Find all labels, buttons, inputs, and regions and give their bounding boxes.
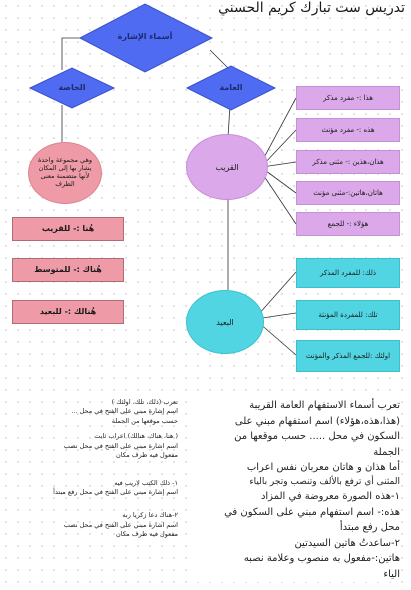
left-note-line: تعرب (ذلك، تلك، اولئك ) <box>111 398 178 406</box>
far-item: ذلك: للمفرد المذكر <box>296 258 400 288</box>
right-note-line: ٢-ساعدتُ هاتين السيدتين <box>294 537 400 549</box>
right-note-line: هذه:- اسم استفهام مبني على السكون في <box>224 506 400 518</box>
right-note-line: هاتين:-مفعول به منصوب وعلامة نصبه <box>243 553 400 565</box>
near-item: هذا :- مفرد مذكر <box>296 86 400 110</box>
right-note-line: السكون في محل ..... حسب موقعها من <box>234 431 400 442</box>
near-item: هاتان،هاتين:-مثنى مؤنث <box>296 181 400 205</box>
special-note-text: وهي مجموعة واحدة يشار بها إلى المكان لأنها متضمنة معنى الظرف <box>37 156 93 188</box>
right-note-line: المثنى أي ترفع بالألف وتنصب وتجر بالياء <box>249 476 400 487</box>
general-label: العامة <box>219 83 243 92</box>
place-item: هُنالك :- للبعيد <box>12 300 124 324</box>
special-label: الخاصة <box>58 83 86 92</box>
connector-root-special <box>62 38 82 70</box>
near-item: هؤلاء :- للجمع <box>296 212 400 236</box>
right-note-line: الياء <box>383 568 400 580</box>
right-note-line: الجملة <box>373 446 400 458</box>
far-item: اولئك :للجمع المذكر والمؤنث <box>296 340 400 372</box>
right-notes <box>188 398 400 582</box>
place-item: هُناك :- للمتوسط <box>12 258 124 282</box>
special-note-oval <box>28 142 102 204</box>
near-item: هذان،هذين :- مثنى مذكر <box>296 150 400 174</box>
left-note-line: مفعول فيه ظرف مكان <box>115 530 178 539</box>
right-note-line: (هذا،هذه،هؤلاء) اسم استفهام مبني على <box>234 415 400 427</box>
right-note-line: ١-هذه الصورة معروضة في المزاد <box>260 491 400 503</box>
place-item: هُنا :- للقريب <box>12 217 124 241</box>
left-note-line: ٢-هناك دعا زكريا ربه <box>122 511 178 520</box>
near-label: القريب <box>215 162 239 172</box>
left-note-line: مفعول فيه ظرف مكان <box>115 451 178 460</box>
near-item: هذه :- مفرد مؤنث <box>296 118 400 142</box>
left-note-line: اسم إشارة مبني على الفتح في محل رفع مبتدأ <box>53 487 178 496</box>
left-note-line: اسم اشارة مبني على الفتح في محل نصب <box>63 441 178 450</box>
left-note-line: اسم إشارة مبني على الفتح في محل ... <box>71 407 178 416</box>
right-note-line: أما هذان و هاتان معربان نفس اعراب <box>246 462 400 473</box>
near-node <box>186 134 268 200</box>
left-note-line: اسم اشارة مبني على الفتح في محل نصب <box>63 520 178 529</box>
page-title: تدريس ست تبارك كريم الحسني <box>218 0 405 16</box>
right-note-line: محل رفع مبتدأ <box>339 522 400 534</box>
left-note-line: حسب موقعها من الجملة <box>111 416 178 425</box>
far-node <box>186 290 264 354</box>
left-note-line: ( هنا، هناك، هنالك) اعراب ثابت <box>94 432 178 441</box>
root-label: أسماء الإشارة <box>117 32 173 41</box>
far-label: البعيد <box>216 317 234 327</box>
left-notes <box>6 398 178 540</box>
far-item: تلك: للمفردة المؤنثة <box>296 300 400 330</box>
left-note-line: ١- ذلك الكتب لاريب فيه <box>114 478 178 487</box>
right-note-line: تعرب أسماء الاستفهام العامة القريبة <box>249 400 400 411</box>
